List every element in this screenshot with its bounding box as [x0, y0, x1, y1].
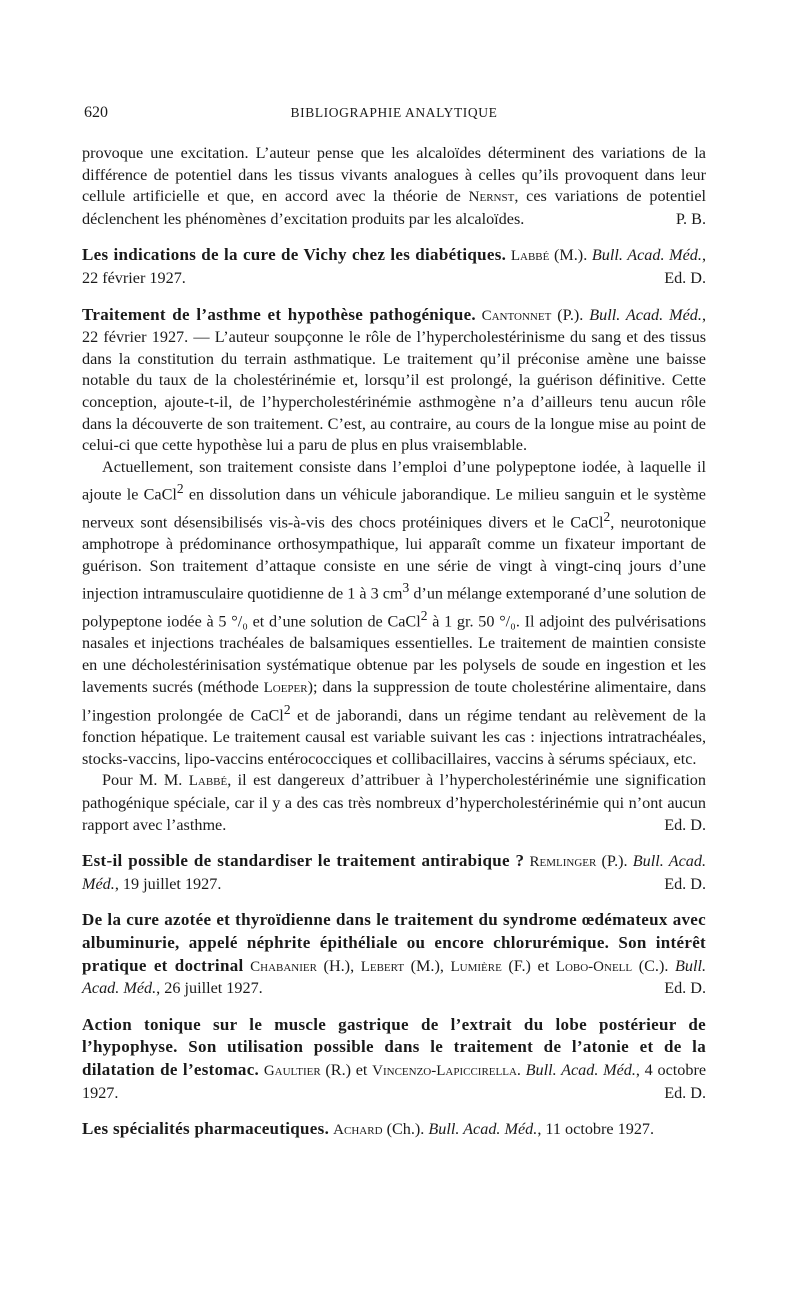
author-initials: (F.) et — [501, 956, 556, 975]
journal-name: Bull. Acad. Méd. — [589, 305, 702, 324]
intro-paragraph — [82, 143, 706, 230]
author-initials: (P.). — [551, 305, 590, 324]
author-initials: (M.), — [404, 956, 451, 975]
abstract-text: d’un mélange extemporané d’une solution de polypeptone iodée à 5 °/₀ et d’une solution de CaCl — [82, 584, 706, 631]
article-entry — [82, 244, 706, 289]
article-title: Les spécialités pharmaceutiques. — [82, 1119, 330, 1139]
author-name: Chabanier — [250, 958, 317, 975]
author-name: Lobo-Onell — [555, 958, 633, 975]
author-initials: (C.). — [632, 956, 675, 975]
abstract-paragraph — [82, 457, 706, 771]
article-entry — [82, 850, 706, 895]
superscript: 3 — [402, 580, 410, 596]
reviewer-signature: Ed. D. — [664, 874, 706, 893]
article-body — [82, 143, 706, 1142]
article-title: Est-il possible de standardiser le traitement antirabique ? — [82, 851, 525, 871]
reviewer-signature: Ed. D. — [664, 268, 706, 287]
abstract-text: et de jaborandi, dans un régime tendant au relèvement de la fonction hépatique. Le traitement causal est variable suivant les cas : injections intratrachéales, stocks-vaccins, lipo-vaccins entérococciques et collibacillaires, vaccins à sérums spéciaux, etc. — [82, 706, 706, 768]
article-entry — [82, 1014, 706, 1104]
abstract-text: , il est dangereux d’attribuer à l’hypercholestérinémie une signification pathogénique spéciale, car il y a des cas très nombreux d’hypercholestérinémie qui n’ont aucun rapport avec l’asthme. — [82, 771, 706, 834]
article-reference — [82, 304, 706, 457]
page-header — [84, 104, 704, 128]
intro-text: provoque une excitation. L’auteur pense que les alcaloïdes déterminent des variations de la différence de potentiel dans les tissus vivants analogues à celles qu’ils provoquent dans leur cellule artificielle et que, en accord avec la théorie de — [82, 144, 706, 206]
running-title: BIBLIOGRAPHIE ANALYTIQUE — [290, 105, 498, 120]
author-name: Loeper — [263, 679, 308, 696]
publication-date: , 19 juillet 1927. — [114, 874, 222, 893]
author-name: Lumière — [450, 958, 502, 975]
reviewer-signature: Ed. D. — [664, 815, 706, 834]
abstract-text: en dissolution dans un véhicule jaborandique. Le milieu sanguin et le système nerveux sont désensibilisés vis-à-vis des chocs protéiniques divers et le CaCl — [82, 485, 706, 532]
author-name: Lebert — [360, 958, 405, 975]
journal-name: Bull. Acad. Méd. — [82, 956, 706, 998]
article-entry — [82, 1118, 706, 1142]
author-initials: (M.). — [549, 246, 592, 265]
article-title: Action tonique sur le muscle gastrique de l’extrait du lobe postérieur de l’hypophyse. Son utilisation possible dans le traitement de l’atonie et de la dilatation de l’estomac. — [82, 1014, 706, 1079]
publication-date: , 26 juillet 1927. — [156, 979, 263, 998]
abstract-text: ); dans la suppression de toute cholestérine alimentaire, dans l’ingestion prolongée de CaCl — [82, 677, 706, 725]
article-entry — [82, 909, 706, 999]
article-title: De la cure azotée et thyroïdienne dans le traitement du syndrome œdémateux avec albuminurie, appelé néphrite épithéliale ou encore chlorurémique. Son intérêt pratique et doctrinal — [82, 910, 706, 975]
superscript: 2 — [603, 509, 611, 525]
article-reference — [82, 850, 706, 895]
reviewer-signature: Ed. D. — [664, 1083, 706, 1102]
author-name: Cantonnet — [475, 307, 552, 324]
publication-date: , 22 février 1927. — [82, 246, 706, 287]
author-name: Vincenzo-Lapiccirella — [372, 1062, 517, 1079]
article-reference — [82, 1118, 706, 1142]
author-initials: (H.), — [316, 956, 361, 975]
author-name: Labbé — [188, 773, 228, 790]
abstract-paragraph — [82, 770, 706, 836]
abstract-text: , neurotonique amphotrope à prédominance orthosympathique, lui apparaît comme un fixateur important de guérison. Son traitement d’attaque consiste en une série de vingt à vingt-cinq jours d’une injection intramusculaire quotidienne de 1 à 3 cm — [82, 513, 707, 603]
journal-name: Bull. Acad. Méd. — [82, 852, 706, 893]
article-reference — [82, 1014, 706, 1104]
author-initials: (Ch.). — [382, 1120, 429, 1139]
author-initials: (R.) et — [320, 1060, 373, 1079]
page-number: 620 — [84, 104, 108, 121]
author-name: Gaultier — [263, 1062, 321, 1079]
superscript: 2 — [420, 608, 428, 624]
article-entry — [82, 304, 706, 837]
author-name: Nernst — [468, 189, 515, 206]
abstract-text: Actuellement, son traitement consiste dans l’emploi d’une polypeptone iodée, à laquelle il ajoute le CaCl — [82, 457, 706, 504]
reviewer-signature: P. B. — [675, 209, 706, 228]
intro-text: , ces variations de potentiel déclenchent les phénomènes d’excitation produits par les alcaloïdes. — [82, 187, 706, 228]
author-name: Remlinger — [529, 854, 597, 871]
article-title: Les indications de la cure de Vichy chez les diabétiques. — [82, 245, 507, 265]
journal-name: Bull. Acad. Méd. — [525, 1060, 636, 1079]
superscript: 2 — [283, 702, 291, 718]
journal-name: Bull. Acad. Méd. — [428, 1120, 538, 1139]
author-initials: (P.). — [596, 852, 633, 871]
abstract-text: à 1 gr. 50 °/₀. Il adjoint des pulvérisations nasales et injections trachéales de balsamiques essentielles. Le traitement de maintien consiste en une décholestérinisation systématique obtenue par les polysels de soude en ingestion et les lavements sucrés (méthode — [82, 612, 706, 696]
reviewer-signature: Ed. D. — [664, 979, 706, 998]
journal-name: Bull. Acad. Méd. — [591, 246, 702, 265]
author-name: Labbé — [510, 248, 550, 265]
abstract-text: Pour M. M. — [102, 771, 189, 790]
article-reference — [82, 909, 706, 999]
author-name: Achard — [333, 1122, 383, 1139]
publication-date: , 4 octobre 1927. — [82, 1060, 707, 1102]
abstract-text: , 22 février 1927. — L’auteur soupçonne le rôle de l’hypercholestérinisme du sang et des tissus dans la constitution du terrain asthmatique. Le traitement qu’il préconise amène une baisse notable du taux de la cholestérinémie et, lorsqu’il est prolongé, la guérison définitive. Cette conception, ajoute-t-il, de l’hypercholestérinémie asthmogène n’a d’ailleurs tenu aucun rôle dans la découverte de son traitement. C’est, au contraire, au cours de la longue mise au point de celui-ci que cette hypothèse lui a paru de plus en plus vraisemblable. — [82, 305, 706, 455]
article-title: Traitement de l’asthme et hypothèse pathogénique. — [82, 304, 476, 324]
publication-date: , 11 octobre 1927. — [537, 1120, 655, 1139]
superscript: 2 — [176, 481, 184, 497]
article-reference — [82, 244, 706, 289]
author-initials: . — [516, 1060, 526, 1079]
